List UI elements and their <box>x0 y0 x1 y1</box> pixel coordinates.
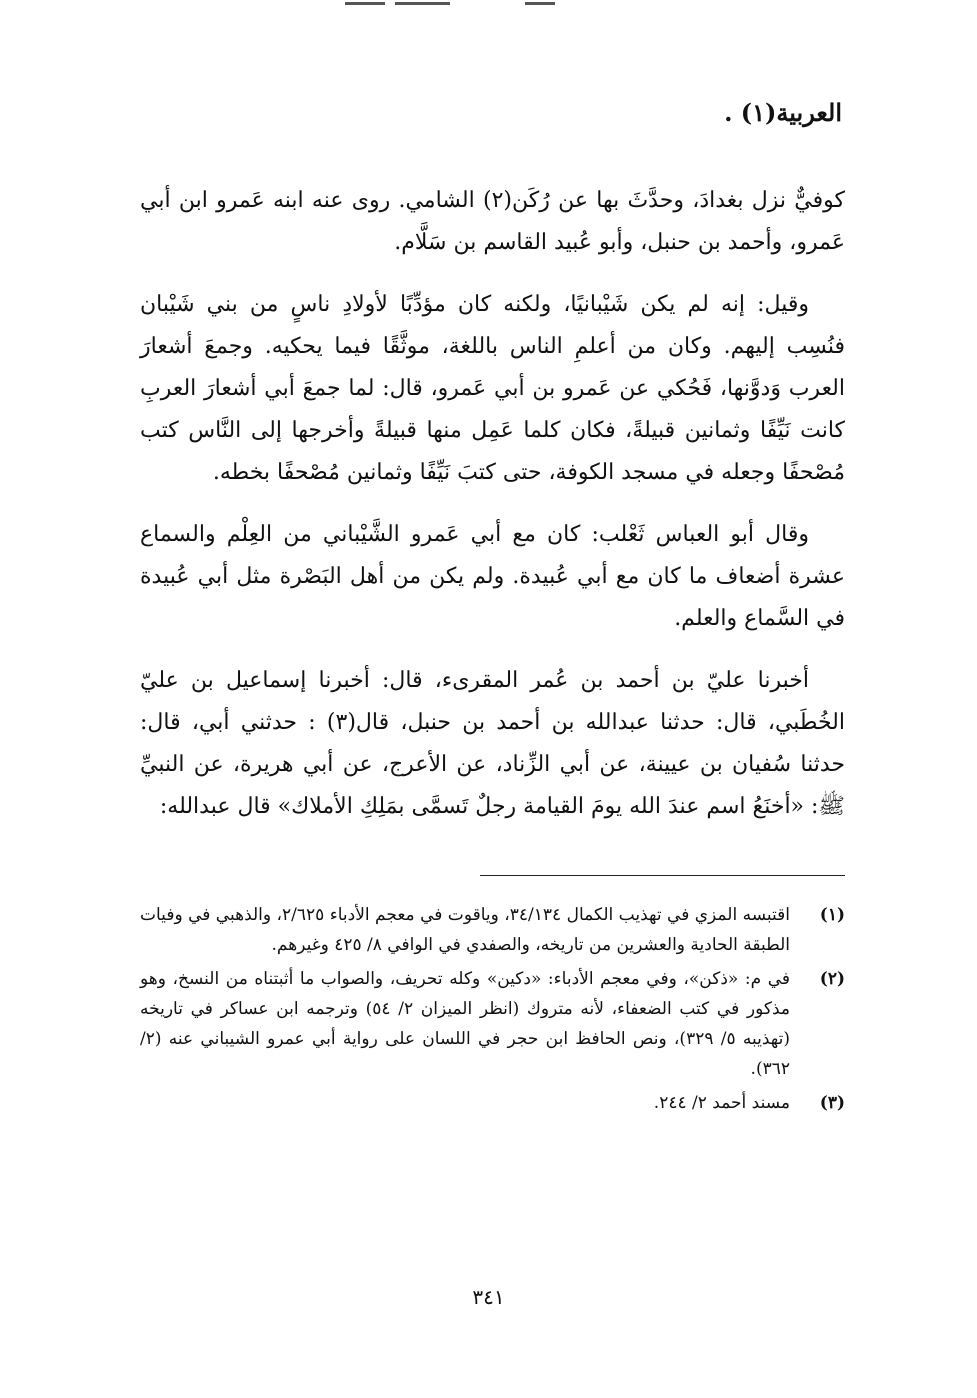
main-text <box>140 180 845 848</box>
paragraph: كوفيٌّ نزل بغدادَ، وحدَّثَ بها عن رُكَن(٢) الشامي. روى عنه ابنه عَمرو ابن أبي عَمرو، وأحمد بن حنبل، وأبو عُبيد القاسم بن سَلَّام. <box>140 188 845 255</box>
paragraph: وقيل: إنه لم يكن شَيْبانيًا، ولكنه كان مؤدِّبًا لأولادِ ناسٍ من بني شَيْبان فنُسِب إليهم. وكان من أعلمِ الناس باللغة، موثَّقًا فيما يحكيه. وجمعَ أشعارَ العرب وَدوَّنها، فَحُكي عن عَمرو بن أبي عَمرو، قال: لما جمعَ أبي أشعارَ العربِ كانت نَيِّفًا وثمانين قبيلةً، فكان كلما عَمِل منها قبيلةً وأخرجها إلى النَّاس كتب مُصْحفًا وجعله في مسجد الكوفة، حتى كتبَ نَيِّفًا وثمانين مُصْحفًا بخطه. <box>140 292 845 485</box>
footnotes <box>140 900 845 1122</box>
scan-mark <box>345 2 385 5</box>
footnote-text: مسند أحمد ٢/ ٢٤٤. <box>653 1093 790 1113</box>
footnote-text: اقتبسه المزي في تهذيب الكمال ٣٤/١٣٤، وياقوت في معجم الأدباء ٢/٦٢٥، والذهبي في وفيات الطبقة الحادية والعشرين من تاريخه، والصفدي في الوافي ٨/ ٤٢٥ وغيرهم. <box>140 905 790 955</box>
footnote-separator <box>480 875 845 876</box>
paragraph: وقال أبو العباس ثَعْلب: كان مع أبي عَمرو الشَّيْباني من العِلْم والسماع عشرة أضعاف ما كان مع أبي عُبيدة. ولم يكن من أهل البَصْرة مثل أبي عُبيدة في السَّماع والعلم. <box>140 522 845 631</box>
footnote <box>140 900 845 960</box>
scan-mark <box>525 2 555 5</box>
footnote-text: في م: «ذكن»، وفي معجم الأدباء: «دكين» وكله تحريف، والصواب ما أثبتناه من النسخ، وهو مذكور في كتب الضعفاء، لأنه متروك (انظر الميزان ٢/ ٥٤) وترجمه ابن عساكر في تاريخه (تهذيبه ٥/ ٣٢٩)، ونص الحافظ ابن حجر في اللسان على رواية أبي عمرو الشيباني عنه (٢/ ٣٦٢). <box>140 969 790 1079</box>
paragraph: أخبرنا عليّ بن أحمد بن عُمر المقرىء، قال: أخبرنا إسماعيل بن عليّ الخُطَبي، قال: حدثنا عبدالله بن أحمد بن حنبل، قال(٣) : حدثني أبي، قال: حدثنا سُفيان بن عيينة، عن أبي الزِّناد، عن الأعرج، عن أبي هريرة، عن النبيِّ ﷺ: «أخنَعُ اسم عندَ الله يومَ القيامة رجلٌ تَسمَّى بمَلِكِ الأملاك» قال عبدالله: <box>140 668 845 819</box>
footnote-number: (١) <box>819 905 845 925</box>
footnote-number: (٢) <box>819 969 845 989</box>
footnote-number: (٣) <box>819 1093 845 1113</box>
footnote <box>140 1088 845 1118</box>
continued-heading: العربية(١) . <box>724 98 842 127</box>
scan-mark <box>395 2 450 5</box>
footnote <box>140 964 845 1084</box>
page-number: ٣٤١ <box>472 1285 505 1309</box>
